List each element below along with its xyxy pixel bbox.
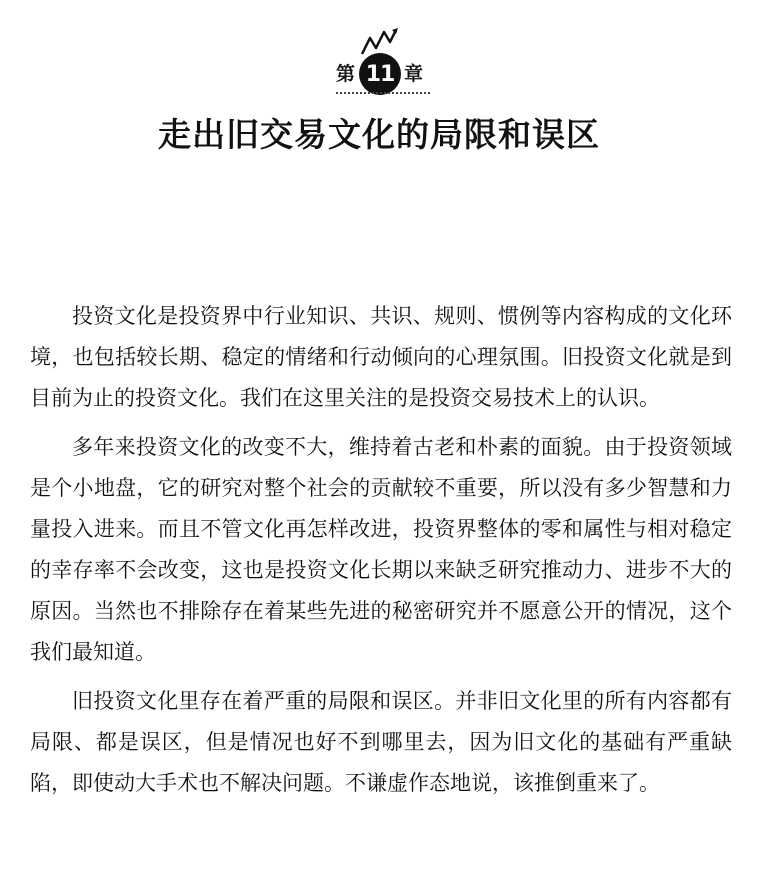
paragraph-2: 多年来投资文化的改变不大，维持着古老和朴素的面貌。由于投资领域是个小地盘，它的研究对整个社会的贡献较不重要，所以没有多少智慧和力量投入进来。而且不管文化再怎样改进，投资界整体的零和属性与相对稳定的幸存率不会改变，这也是投资文化长期以来缺乏研究推动力、进步不大的原因。当然也不排除存在着某些先进的秘密研究并不愿意公开的情况，这个我们最知道。 — [30, 435, 732, 664]
paragraph-1: 投资文化是投资界中行业知识、共识、规则、惯例等内容构成的文化环境，也包括较长期、稳定的情绪和行动倾向的心理氛围。旧投资文化就是到目前为止的投资文化。我们在这里关注的是投资交易技术上的认识。 — [30, 304, 732, 410]
chapter-suffix: 章 — [404, 63, 424, 85]
body-text — [30, 296, 732, 812]
chapter-underline — [336, 92, 430, 94]
paragraph-3: 旧投资文化里存在着严重的局限和误区。并非旧文化里的所有内容都有局限、都是误区，但是情况也好不到哪里去，因为旧文化的基础有严重缺陷，即使动大手术也不解决问题。不谦虚作态地说，该推倒重来了。 — [30, 689, 732, 795]
chapter-prefix: 第 — [336, 63, 356, 85]
zigzag-arrow-icon — [358, 28, 398, 56]
chapter-badge — [330, 28, 430, 98]
chapter-heading — [0, 28, 758, 98]
chapter-number: 11 — [365, 61, 395, 87]
chapter-title: 走出旧交易文化的局限和误区 — [158, 115, 600, 154]
chapter-number-circle — [359, 53, 401, 95]
